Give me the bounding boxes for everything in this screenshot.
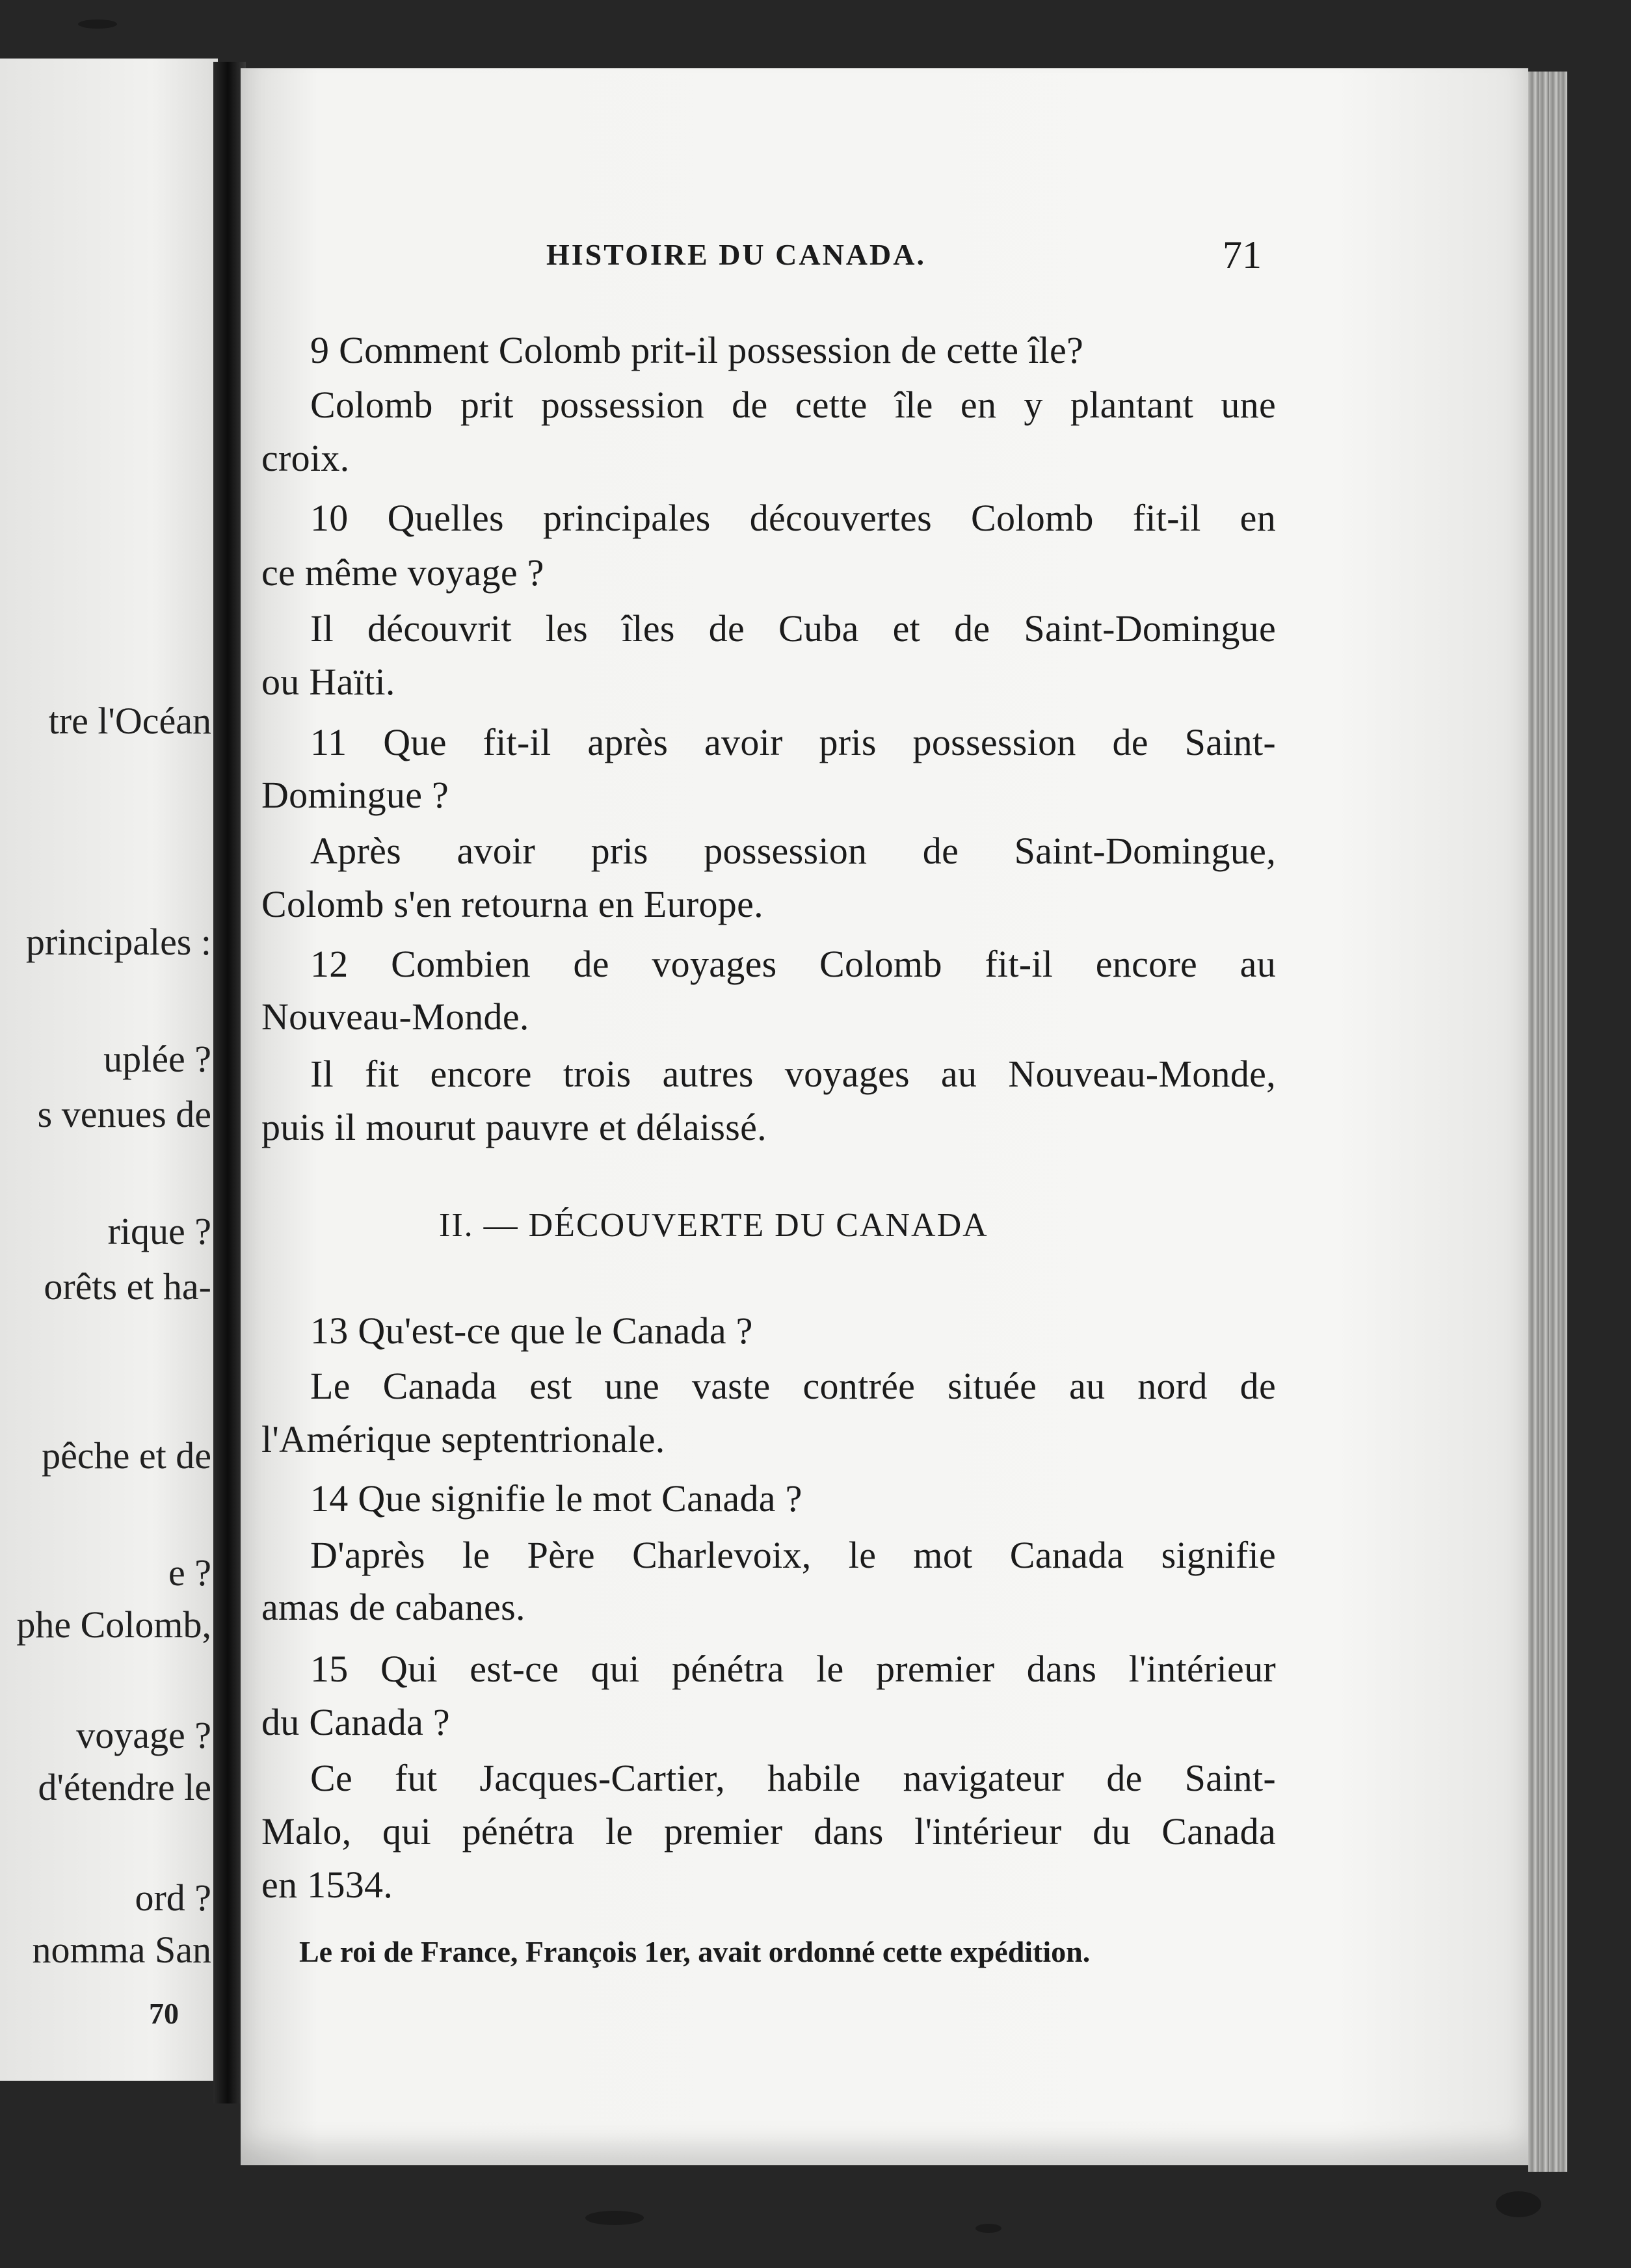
question-line: ce même voyage ? [261,551,544,594]
left-page [0,59,218,2081]
scan-speck [975,2224,1001,2233]
answer-line: Après avoir pris possession de Saint-Domingue, [310,830,1276,872]
running-header: HISTOIRE DU CANADA. [546,238,926,271]
left-page-fragment: nomma San [32,1929,211,1971]
left-page-fragment: phe Colomb, [16,1603,211,1646]
answer-line: croix. [261,437,350,479]
question-line: 13 Qu'est-ce que le Canada ? [310,1310,753,1352]
scan-speck [78,20,117,29]
scan-speck [1496,2191,1541,2217]
left-page-fragment: ord ? [135,1877,211,1919]
question-line: Nouveau-Monde. [261,996,529,1038]
answer-line: Il fit encore trois autres voyages au Nouveau-Monde, [310,1053,1276,1095]
left-page-fragment: e ? [168,1551,211,1594]
answer-line: Il découvrit les îles de Cuba et de Saint-Domingue [310,607,1276,650]
left-page-fragment: tre l'Océan [48,700,211,742]
answer-line: amas de cabanes. [261,1586,525,1628]
answer-line: Colomb prit possession de cette île en y plantant une [310,384,1276,426]
question-line: 11 Que fit-il après avoir pris possession de Saint- [310,721,1276,763]
left-page-number: 70 [149,1997,179,2030]
answer-line: Ce fut Jacques-Cartier, habile navigateur de Saint- [310,1757,1276,1799]
answer-line: D'après le Père Charlevoix, le mot Canada signifie [310,1534,1276,1576]
answer-line: ou Haïti. [261,661,395,703]
left-page-fragment: principales : [25,921,211,963]
question-line: 12 Combien de voyages Colomb fit-il encore au [310,943,1276,985]
left-page-fragment: s venues de [37,1093,211,1135]
footer-line: Le roi de France, François 1er, avait ordonné cette expédition. [299,1935,1091,1968]
answer-line: puis il mourut pauvre et délaissé. [261,1106,767,1148]
left-page-fragment: pêche et de [42,1434,211,1477]
left-page-fragment: voyage ? [76,1714,211,1756]
question-line: du Canada ? [261,1701,450,1743]
left-page-fragment: d'étendre le [38,1766,211,1808]
left-page-fragment: uplée ? [103,1038,211,1080]
question-line: 9 Comment Colomb prit-il possession de cette île? [310,329,1084,371]
answer-line: Colomb s'en retourna en Europe. [261,883,763,925]
question-line: 15 Qui est-ce qui pénétra le premier dans l'intérieur [310,1648,1276,1690]
question-line: 14 Que signifie le mot Canada ? [310,1477,802,1520]
page-edge [1528,72,1567,2172]
answer-line: Le Canada est une vaste contrée située au nord de [310,1365,1276,1407]
answer-line: en 1534. [261,1864,393,1906]
answer-line: Malo, qui pénétra le premier dans l'intérieur du Canada [261,1810,1276,1853]
scan-speck [585,2211,644,2225]
page-number: 71 [1223,233,1262,276]
left-page-fragment: rique ? [107,1210,211,1252]
left-page-fragment: orêts et ha- [44,1265,211,1308]
answer-line: l'Amérique septentrionale. [261,1418,665,1460]
question-line: Domingue ? [261,774,449,816]
question-line: 10 Quelles principales découvertes Colomb fit-il en [310,497,1276,539]
section-heading: II. — DÉCOUVERTE DU CANADA [439,1207,988,1244]
